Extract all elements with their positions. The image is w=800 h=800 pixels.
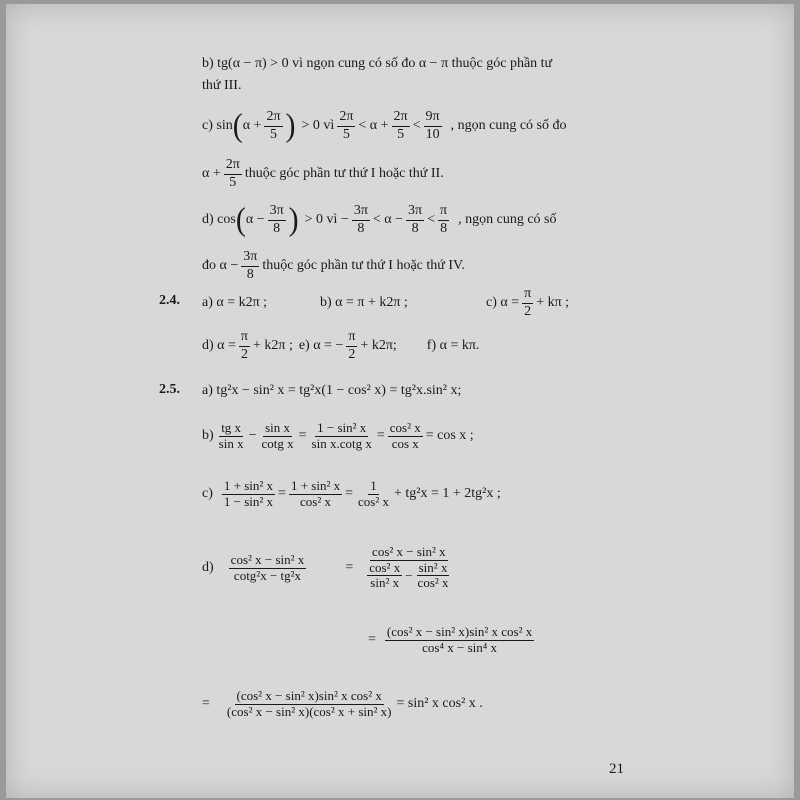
fraction: [264, 109, 282, 142]
ex3d-line2: [202, 246, 465, 286]
ex3c-tail2: thuộc góc phần tư thứ I hoặc thứ II.: [244, 166, 444, 181]
ex3d-ineq: < α −: [372, 212, 404, 227]
numerator: cos² x − sin² x: [372, 543, 446, 559]
s24-c-prefix: c) α =: [486, 295, 520, 310]
fraction: [352, 203, 370, 236]
s25-b-tail: = cos x ;: [425, 428, 474, 443]
s25-a: [202, 376, 461, 406]
compound-fraction: [362, 545, 455, 592]
s25-c-prefix: c): [202, 486, 213, 501]
numerator: cos² x: [369, 559, 401, 575]
ex3d-lt: <: [427, 212, 436, 227]
numerator: sin² x: [418, 559, 448, 575]
fraction: [416, 561, 451, 592]
page-number: 21: [609, 761, 624, 777]
numerator: 1 + sin² x: [223, 477, 274, 493]
ex3d-prefix: d) cos: [202, 212, 236, 227]
s25-d-final-tail: = sin² x cos² x .: [396, 696, 483, 711]
numerator: 3π: [241, 249, 259, 266]
s24-d-prefix: d) α =: [202, 338, 236, 353]
fraction: [310, 421, 374, 452]
section-number-2-4: 2.4.: [159, 293, 180, 308]
s25-b-prefix: b): [202, 428, 214, 443]
denominator: 5: [229, 174, 237, 190]
op: =: [368, 632, 376, 647]
numerator: 2π: [337, 109, 355, 126]
denominator: 8: [411, 220, 419, 236]
denominator: 8: [246, 266, 254, 282]
fraction: [337, 109, 355, 142]
numerator: 2π: [224, 157, 242, 174]
fraction: [268, 203, 286, 236]
ex3c-line1: [202, 104, 567, 148]
s25-b: [202, 414, 474, 458]
numerator: sin x: [265, 419, 291, 435]
s24-b: b) α = π + k2π ;: [320, 295, 408, 310]
numerator: (cos² x − sin² x)sin² x cos² x: [236, 687, 382, 703]
fraction: [224, 157, 242, 190]
numerator: 9π: [424, 109, 442, 126]
op: =: [278, 486, 286, 501]
ex3c-prefix: c) sin: [202, 118, 233, 133]
op: =: [345, 560, 354, 575]
denominator: 5: [342, 126, 350, 142]
s24-d-tail: + k2π ;: [252, 338, 293, 353]
fraction: [239, 329, 250, 362]
op: =: [202, 696, 210, 711]
s25-a-text: a) tg²x − sin² x = tg²x(1 − cos² x) = tg²x.sin² x;: [202, 383, 462, 398]
denominator: sin x.cotg x: [311, 435, 372, 451]
paren-close: ): [285, 107, 296, 144]
fraction: [367, 561, 402, 592]
numerator: cos² x − sin² x: [230, 551, 305, 567]
fraction: [346, 329, 357, 362]
numerator: 1 − sin² x: [317, 419, 367, 435]
fraction: [438, 203, 449, 236]
ex3d-line1: [202, 198, 557, 242]
denominator: 2: [240, 346, 248, 362]
s25-d-row2: [368, 618, 537, 662]
op: =: [298, 428, 307, 443]
fraction: [241, 249, 259, 282]
denominator: 5: [397, 126, 405, 142]
ex3c-alpha2: α +: [202, 166, 221, 181]
denominator: 1 − sin² x: [223, 493, 274, 509]
denominator: [362, 561, 455, 592]
numerator: 3π: [406, 203, 424, 220]
section-number-2-5: 2.5.: [159, 382, 180, 397]
fraction: [229, 553, 307, 584]
denominator: 10: [425, 126, 440, 142]
ex3b-text2: thứ III.: [202, 78, 242, 93]
ex3d-alpha: α −: [245, 212, 265, 227]
numerator: 2π: [392, 109, 410, 126]
paren-open: (: [235, 201, 246, 238]
s24-line2: [202, 326, 479, 366]
denominator: sin² x: [370, 575, 400, 591]
ex3b-line2: [202, 78, 241, 94]
numerator: π: [438, 203, 449, 220]
s25-d-row1: [202, 528, 459, 608]
ex3d-tail: , ngọn cung có số: [458, 212, 557, 227]
fraction: [406, 203, 424, 236]
numerator: tg x: [221, 419, 242, 435]
denominator: sin x: [218, 435, 244, 451]
numerator: 1 + sin² x: [290, 477, 341, 493]
fraction: [225, 689, 394, 720]
paren-close: ): [288, 201, 299, 238]
denominator: 2: [524, 303, 532, 319]
ex3b-text: b) tg(α − π) > 0 vì ngọn cung có số đo α − π thuộc góc phần tư: [202, 56, 553, 71]
s25-d-final: [202, 680, 483, 728]
textbook-page: [6, 4, 794, 798]
s24-line1: [202, 288, 569, 318]
s24-a: a) α = k2π ;: [202, 295, 268, 310]
numerator: 1: [370, 477, 377, 493]
denominator: 8: [357, 220, 365, 236]
numerator: 2π: [264, 109, 282, 126]
denominator: 8: [273, 220, 281, 236]
numerator: 3π: [352, 203, 370, 220]
denominator: cos² x: [417, 575, 449, 591]
op: −: [405, 567, 413, 583]
ex3c-tail: , ngọn cung có số đo: [450, 118, 567, 133]
numerator: (cos² x − sin² x)sin² x cos² x: [386, 623, 533, 639]
ex3d-do: đo α −: [202, 258, 239, 273]
denominator: cotg²x − tg²x: [233, 567, 302, 583]
numerator: π: [239, 329, 250, 346]
fraction: [217, 421, 246, 452]
s24-c-tail: + kπ ;: [536, 295, 570, 310]
s25-c-tail: + tg²x = 1 + 2tg²x ;: [394, 486, 501, 501]
op: =: [376, 428, 385, 443]
ex3c-line2: [202, 154, 444, 194]
numerator: π: [522, 286, 533, 303]
fraction: [388, 421, 423, 452]
s25-c: [202, 470, 501, 518]
s25-d-prefix: d): [202, 560, 214, 575]
s24-e-prefix: e) α = −: [298, 338, 344, 353]
denominator: cos⁴ x − sin⁴ x: [422, 639, 498, 655]
op: −: [248, 428, 257, 443]
denominator: cos² x: [358, 493, 389, 509]
denominator: (cos² x − sin² x)(cos² x + sin² x): [226, 703, 392, 719]
fraction: [522, 286, 533, 319]
denominator: 2: [348, 346, 356, 362]
ex3d-tail2: thuộc góc phần tư thứ I hoặc thứ IV.: [262, 258, 465, 273]
numerator: cos² x: [389, 419, 421, 435]
fraction: [392, 109, 410, 142]
paren-open: (: [232, 107, 243, 144]
op: =: [345, 486, 354, 501]
s24-e-tail: + k2π;: [360, 338, 397, 353]
fraction: [289, 479, 342, 510]
denominator: cotg x: [261, 435, 294, 451]
s24-f: f) α = kπ.: [426, 338, 480, 353]
denominator: 8: [440, 220, 448, 236]
fraction: [424, 109, 442, 142]
fraction: [260, 421, 296, 452]
denominator: cos x: [391, 435, 419, 451]
ex3b-line1: [202, 56, 552, 72]
denominator: 5: [269, 126, 277, 142]
ex3c-alpha: α +: [242, 118, 262, 133]
denominator: cos² x: [300, 493, 332, 509]
fraction: [356, 479, 391, 510]
numerator: 3π: [268, 203, 286, 220]
ex3c-ineq: < α +: [358, 118, 389, 133]
ex3c-cond: > 0 vì: [301, 118, 335, 133]
fraction: [222, 479, 275, 510]
fraction: [385, 625, 534, 656]
numerator: π: [346, 329, 357, 346]
ex3c-lt: <: [412, 118, 421, 133]
ex3d-cond: > 0 vì −: [304, 212, 349, 227]
